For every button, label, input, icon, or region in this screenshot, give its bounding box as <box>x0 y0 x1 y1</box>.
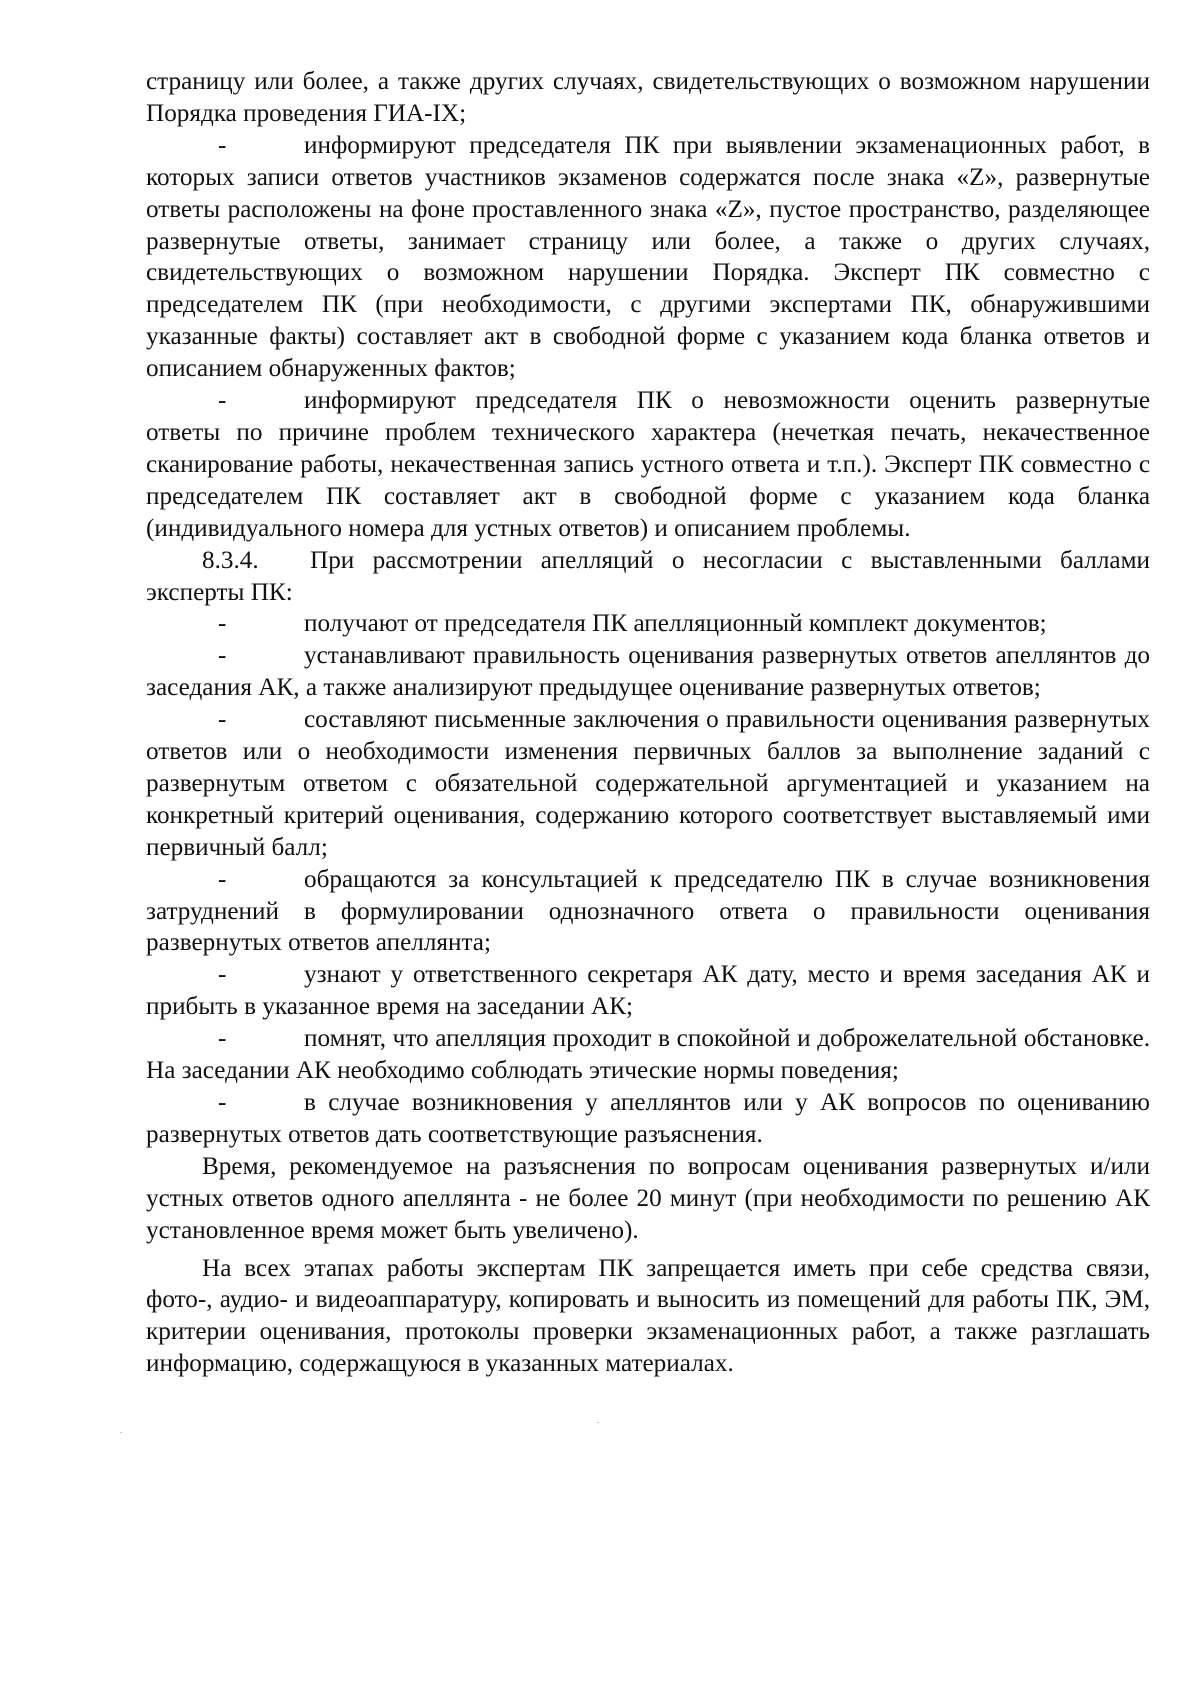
bullet-written-conclusions: - составляют письменные заключения о правильности оценивания развернутых ответов или о необходимости изменения первичных баллов за выполнение заданий с развернутым ответом с обязательной содержательной аргументацией и указанием на конкретный критерий оценивания, содержанию которого соответствует выставляемый ими первичный балл; <box>146 706 1150 861</box>
bullet-inform-technical: - информируют председателя ПК о невозможности оценить развернутые ответы по причине проблем технического характера (нечеткая печать, некачественное сканирование работы, некачественная запись устного ответа и т.п.). Эксперт ПК совместно с председателем ПК составляет акт в свободной форме с указанием кода бланка (индивидуального номера для устных ответов) и описанием проблемы. <box>146 387 1150 542</box>
intro-paragraph: страницу или более, а также других случаях, свидетельствующих о возможном нарушении Порядка проведения ГИА-IX; <box>146 68 1150 127</box>
bullet-text: узнают у ответственного секретаря АК дату, место и время заседания АК и прибыть в указанное время на заседании АК; <box>146 961 1150 1021</box>
paragraph-prohibitions: На всех этапах работы экспертам ПК запрещается иметь при себе средства связи, фото-, аудио- и видеоаппаратуру, копировать и выносить из помещений для работы ПК, ЭМ, критерии оценивания, протоколы проверки экзаменационных работ, а также разглашать информацию, содержащуюся в указанных материалах. <box>146 1254 1150 1378</box>
bullet-text: обращаются за консультацией к председателю ПК в случае возникновения затруднений в формулировании однозначного ответа о правильности оценивания развернутых ответов апеллянта; <box>146 865 1150 957</box>
bullet-text: информируют председателя ПК о невозможности оценить развернутые ответы по причине проблем технического характера (нечеткая печать, некачественное сканирование работы, некачественная запись устного ответа и т.п.). Эксперт ПК совместно с председателем ПК составляет акт в свободной форме с указанием кода бланка (индивидуального номера для устных ответов) и описанием проблемы. <box>146 387 1150 542</box>
section-number: 8.3.4. <box>202 546 259 574</box>
bullet-receive-kit: - получают от председателя ПК апелляционный комплект документов; <box>218 610 1047 638</box>
bullet-inform-violations: - информируют председателя ПК при выявлении экзаменационных работ, в которых записи ответов участников экзаменов содержатся после знака «Z», развернутые ответы расположены на фоне проставленного знака «Z», пустое пространство, разделяющее развернутые ответы, занимает страницу или более, а также о других случаях, свидетельствующих о возможном нарушении Порядка. Эксперт ПК совместно с председателем ПК (при необходимости, с другими экспертами ПК, обнаружившими указанные факты) составляет акт в свободной форме с указанием кода бланка ответов и описанием обнаруженных фактов; <box>146 131 1150 383</box>
section-8-3-4 <box>146 545 1150 609</box>
bullet-text: информируют председателя ПК при выявлении экзаменационных работ, в которых записи ответов участников экзаменов содержатся после знака «Z», развернутые ответы расположены на фоне проставленного знака «Z», пустое пространство, разделяющее развернутые ответы, занимает страницу или более, а также о других случаях, свидетельствующих о возможном нарушении Порядка. Эксперт ПК совместно с председателем ПК (при необходимости, с другими экспертами ПК, обнаружившими указанные факты) составляет акт в свободной форме с указанием кода бланка ответов и описанием обнаруженных фактов; <box>146 131 1150 383</box>
bullet-text: получают от председателя ПК апелляционный комплект документов; <box>304 610 1047 638</box>
section-text: При рассмотрении апелляций о несогласии с выставленными баллами эксперты ПК: <box>146 546 1150 606</box>
paragraph-time-limit: Время, рекомендуемое на разъяснения по вопросам оценивания развернутых и/или устных ответов одного апеллянта - не более 20 минут (при необходимости по решению АК установленное время может быть увеличено). <box>146 1152 1150 1244</box>
scan-artifact <box>120 1432 122 1433</box>
bullet-text: помнят, что апелляция проходит в спокойной и доброжелательной обстановке. На заседании АК необходимо соблюдать этические нормы поведения; <box>146 1025 1150 1085</box>
scan-artifact <box>597 1422 599 1423</box>
bullet-consult-chair: - обращаются за консультацией к председателю ПК в случае возникновения затруднений в формулировании однозначного ответа о правильности оценивания развернутых ответов апеллянта; <box>146 865 1150 957</box>
bullet-text: составляют письменные заключения о правильности оценивания развернутых ответов или о необходимости изменения первичных баллов за выполнение заданий с развернутым ответом с обязательной содержательной аргументацией и указанием на конкретный критерий оценивания, содержанию которого соответствует выставляемый ими первичный балл; <box>146 706 1150 861</box>
bullet-explanations: - в случае возникновения у апеллянтов или у АК вопросов по оцениванию развернутых ответов дать соответствующие разъяснения. <box>146 1089 1150 1148</box>
bullet-conduct: - помнят, что апелляция проходит в спокойной и доброжелательной обстановке. На заседании АК необходимо соблюдать этические нормы поведения; <box>146 1025 1150 1085</box>
bullet-verify-grading: - устанавливают правильность оценивания развернутых ответов апеллянтов до заседания АК, а также анализируют предыдущее оценивание развернутых ответов; <box>146 642 1150 702</box>
bullet-text: в случае возникновения у апеллянтов или у АК вопросов по оцениванию развернутых ответов дать соответствующие разъяснения. <box>146 1089 1150 1148</box>
bullet-text: устанавливают правильность оценивания развернутых ответов апеллянтов до заседания АК, а также анализируют предыдущее оценивание развернутых ответов; <box>146 642 1150 702</box>
bullet-learn-schedule: - узнают у ответственного секретаря АК дату, место и время заседания АК и прибыть в указанное время на заседании АК; <box>146 961 1150 1021</box>
document-body <box>146 66 1150 1380</box>
